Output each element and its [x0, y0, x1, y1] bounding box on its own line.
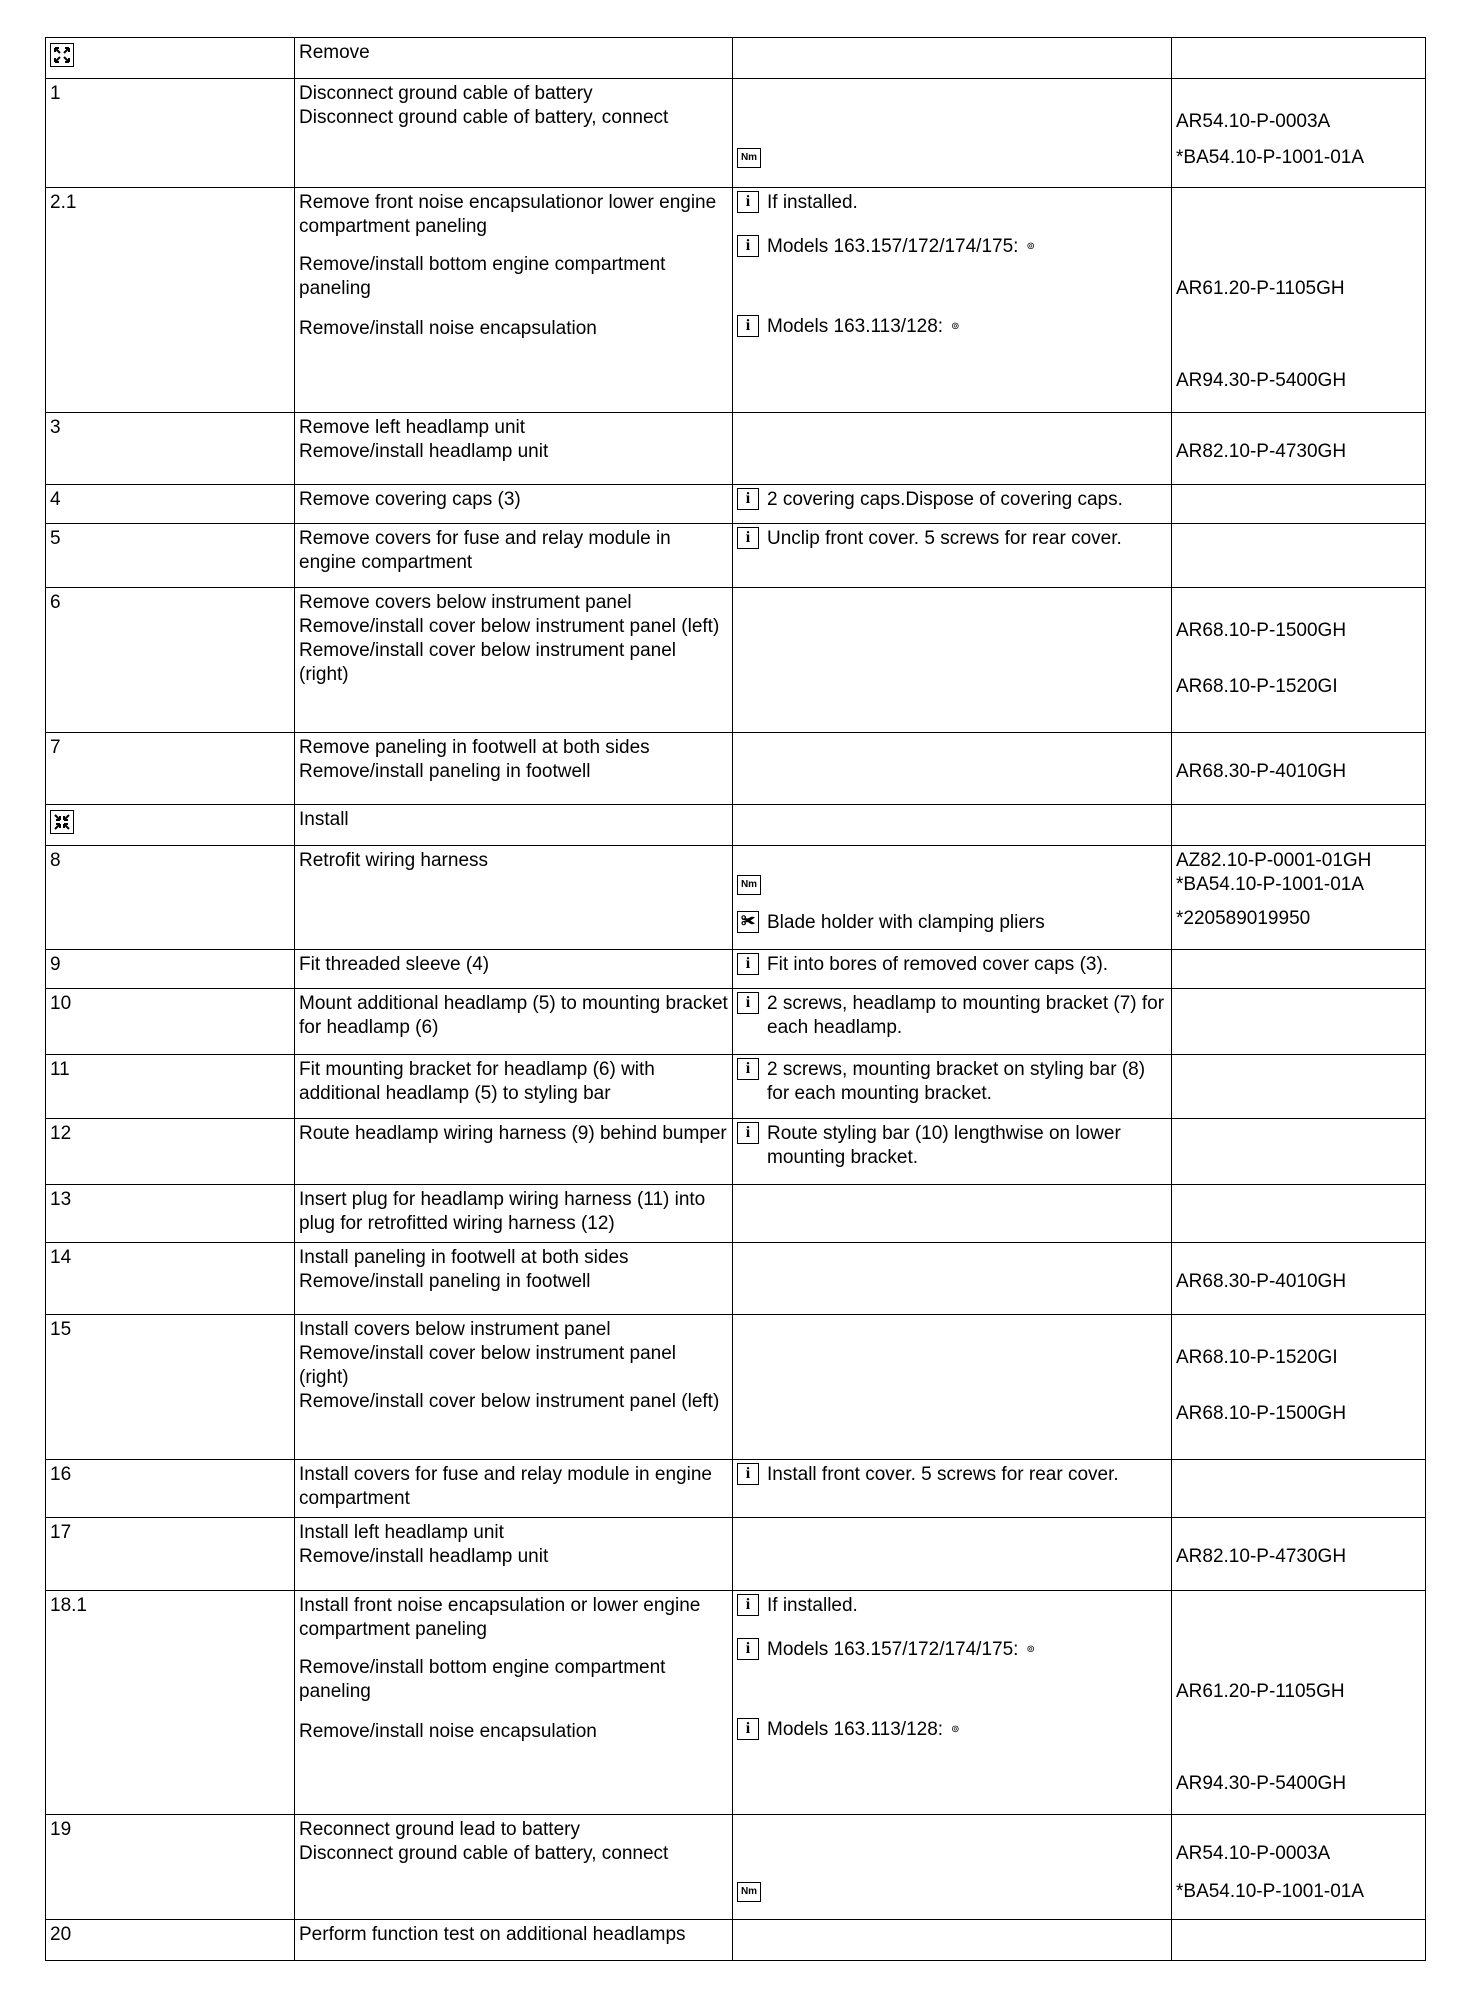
table-row	[46, 588, 1426, 733]
step-cell: 10	[46, 989, 295, 1055]
reference-link[interactable]: AR61.20-P-1105GH	[1176, 278, 1345, 299]
info-icon: i	[737, 191, 759, 213]
table-row	[46, 1591, 1426, 1815]
document-link-icon[interactable]: ⊚	[1026, 241, 1035, 252]
reference-link[interactable]: AR82.10-P-4730GH	[1176, 1546, 1347, 1567]
step-description: Install covers below instrument panel	[299, 1319, 611, 1340]
document-link-icon[interactable]: ⊚	[1026, 1644, 1035, 1655]
table-row	[46, 79, 1426, 188]
note-text: If installed.	[767, 192, 858, 213]
step-cell: 6	[46, 588, 295, 733]
table-row	[46, 989, 1426, 1055]
reference-link[interactable]: *220589019950	[1176, 908, 1311, 929]
table-row	[46, 524, 1426, 588]
remove-section-icon	[50, 43, 74, 67]
reference-link[interactable]: *BA54.10-P-1001-01A	[1176, 147, 1365, 168]
info-icon: i	[737, 235, 759, 257]
step-description: Install front noise encapsulation or lower engine compartment paneling	[299, 1595, 701, 1640]
step-description: Remove covers for fuse and relay module in engine compartment	[299, 528, 671, 573]
reference-link[interactable]: AR68.10-P-1520GI	[1176, 1347, 1338, 1368]
info-icon: i	[737, 527, 759, 549]
note-text: Fit into bores of removed cover caps (3).	[767, 954, 1109, 975]
info-icon: i	[737, 1463, 759, 1485]
note-text: Models 163.113/128:	[767, 316, 944, 337]
note-text: Blade holder with clamping pliers	[767, 912, 1045, 933]
step-description: Remove/install paneling in footwell	[299, 1271, 591, 1292]
note-text: Models 163.157/172/174/175:	[767, 1639, 1019, 1660]
reference-link[interactable]: AR68.10-P-1500GH	[1176, 1403, 1347, 1424]
step-cell: 12	[46, 1119, 295, 1185]
step-cell: 3	[46, 413, 295, 485]
step-cell: 14	[46, 1243, 295, 1315]
step-cell: 17	[46, 1518, 295, 1591]
step-description: Retrofit wiring harness	[299, 850, 489, 871]
step-description: Remove/install noise encapsulation	[299, 318, 597, 339]
step-description: Fit threaded sleeve (4)	[299, 954, 490, 975]
step-description: Remove/install cover below instrument panel (right)	[299, 640, 677, 685]
step-cell: 11	[46, 1055, 295, 1119]
reference-link[interactable]: AR68.30-P-4010GH	[1176, 1271, 1347, 1292]
step-description: Insert plug for headlamp wiring harness (11) into plug for retrofitted wiring harness (12)	[299, 1189, 706, 1234]
step-description: Remove/install noise encapsulation	[299, 1721, 597, 1742]
table-row	[46, 1518, 1426, 1591]
info-icon: i	[737, 1638, 759, 1660]
step-cell: 1	[46, 79, 295, 188]
step-description: Disconnect ground cable of battery, connect	[299, 107, 669, 128]
table-row	[46, 413, 1426, 485]
torque-nm-icon: Nm	[737, 1882, 761, 1902]
note-text: Models 163.113/128:	[767, 1719, 944, 1740]
step-cell: 7	[46, 733, 295, 805]
step-description: Disconnect ground cable of battery	[299, 83, 593, 104]
step-description: Install covers for fuse and relay module in engine compartment	[299, 1464, 712, 1509]
table-row	[46, 38, 1426, 79]
special-tool-icon: ✀	[737, 911, 759, 933]
info-icon: i	[737, 953, 759, 975]
step-cell: 8	[46, 846, 295, 950]
step-description: Route headlamp wiring harness (9) behind bumper	[299, 1123, 727, 1144]
info-icon: i	[737, 992, 759, 1014]
step-cell: 18.1	[46, 1591, 295, 1815]
step-description: Remove/install cover below instrument panel (left)	[299, 616, 720, 637]
step-description: Remove front noise encapsulationor lower engine compartment paneling	[299, 192, 717, 237]
table-row	[46, 1315, 1426, 1460]
step-description: Remove/install cover below instrument panel (left)	[299, 1391, 720, 1412]
info-icon: i	[737, 1058, 759, 1080]
table-row	[46, 485, 1426, 524]
step-description: Mount additional headlamp (5) to mounting bracket for headlamp (6)	[299, 993, 728, 1038]
table-row	[46, 950, 1426, 989]
step-description: Remove paneling in footwell at both sides	[299, 737, 650, 758]
step-description: Reconnect ground lead to battery	[299, 1819, 580, 1840]
step-description: Remove covering caps (3)	[299, 489, 521, 510]
step-description: Remove/install paneling in footwell	[299, 761, 591, 782]
step-description: Fit mounting bracket for headlamp (6) with additional headlamp (5) to styling bar	[299, 1059, 655, 1104]
info-icon: i	[737, 1594, 759, 1616]
step-cell: 16	[46, 1460, 295, 1518]
table-row	[46, 1460, 1426, 1518]
step-description: Install	[299, 809, 349, 830]
step-description: Remove/install headlamp unit	[299, 1546, 549, 1567]
reference-link[interactable]: AR68.10-P-1500GH	[1176, 620, 1347, 641]
info-icon: i	[737, 315, 759, 337]
step-description: Remove/install bottom engine compartment paneling	[299, 254, 666, 299]
table-row	[46, 1185, 1426, 1243]
table-row	[46, 1243, 1426, 1315]
table-row	[46, 805, 1426, 846]
note-text: 2 covering caps.Dispose of covering caps.	[767, 489, 1123, 510]
reference-link[interactable]: AR94.30-P-5400GH	[1176, 1773, 1347, 1794]
step-cell: 9	[46, 950, 295, 989]
step-cell	[46, 38, 295, 79]
step-description: Install left headlamp unit	[299, 1522, 504, 1543]
step-description: Remove/install cover below instrument panel (right)	[299, 1343, 677, 1388]
reference-link[interactable]: AR94.30-P-5400GH	[1176, 370, 1347, 391]
note-text: Install front cover. 5 screws for rear cover.	[767, 1464, 1119, 1485]
step-cell	[46, 805, 295, 846]
table-row	[46, 1920, 1426, 1961]
step-cell: 19	[46, 1815, 295, 1920]
document-link-icon[interactable]: ⊚	[951, 1724, 960, 1735]
reference-link[interactable]: *BA54.10-P-1001-01A	[1176, 1881, 1365, 1902]
info-icon: i	[737, 1122, 759, 1144]
step-description: Perform function test on additional headlamps	[299, 1924, 686, 1945]
torque-nm-icon: Nm	[737, 875, 761, 895]
note-text: Unclip front cover. 5 screws for rear cover.	[767, 528, 1122, 549]
table-row	[46, 1119, 1426, 1185]
step-description: Remove/install bottom engine compartment paneling	[299, 1657, 666, 1702]
step-description: Remove	[299, 42, 370, 63]
step-description: Remove/install headlamp unit	[299, 441, 549, 462]
step-description: Remove left headlamp unit	[299, 417, 526, 438]
reference-link[interactable]: AR54.10-P-0003A	[1176, 111, 1331, 132]
note-text: If installed.	[767, 1595, 858, 1616]
procedure-table	[45, 37, 1426, 1961]
step-cell: 20	[46, 1920, 295, 1961]
reference-link[interactable]: *BA54.10-P-1001-01A	[1176, 874, 1365, 895]
document-link-icon[interactable]: ⊚	[951, 321, 960, 332]
step-description: Install paneling in footwell at both sides	[299, 1247, 629, 1268]
reference-link[interactable]: AZ82.10-P-0001-01GH	[1176, 850, 1372, 871]
reference-link[interactable]: AR54.10-P-0003A	[1176, 1843, 1331, 1864]
step-cell: 13	[46, 1185, 295, 1243]
info-icon: i	[737, 1718, 759, 1740]
table-row	[46, 1815, 1426, 1920]
info-icon: i	[737, 488, 759, 510]
step-description: Remove covers below instrument panel	[299, 592, 632, 613]
install-section-icon	[50, 810, 74, 834]
torque-nm-icon: Nm	[737, 148, 761, 168]
table-row	[46, 733, 1426, 805]
step-cell: 5	[46, 524, 295, 588]
reference-link[interactable]: AR61.20-P-1105GH	[1176, 1681, 1345, 1702]
reference-link[interactable]: AR82.10-P-4730GH	[1176, 441, 1347, 462]
step-cell: 15	[46, 1315, 295, 1460]
note-text: Route styling bar (10) lengthwise on lower mounting bracket.	[767, 1123, 1121, 1168]
step-description: Disconnect ground cable of battery, connect	[299, 1843, 669, 1864]
reference-link[interactable]: AR68.10-P-1520GI	[1176, 676, 1338, 697]
note-text: 2 screws, headlamp to mounting bracket (7) for each headlamp.	[767, 993, 1165, 1038]
table-row	[46, 846, 1426, 950]
reference-link[interactable]: AR68.30-P-4010GH	[1176, 761, 1347, 782]
note-text: Models 163.157/172/174/175:	[767, 236, 1019, 257]
table-row	[46, 188, 1426, 413]
table-row	[46, 1055, 1426, 1119]
step-cell: 4	[46, 485, 295, 524]
step-cell: 2.1	[46, 188, 295, 413]
note-text: 2 screws, mounting bracket on styling bar (8) for each mounting bracket.	[767, 1059, 1146, 1104]
